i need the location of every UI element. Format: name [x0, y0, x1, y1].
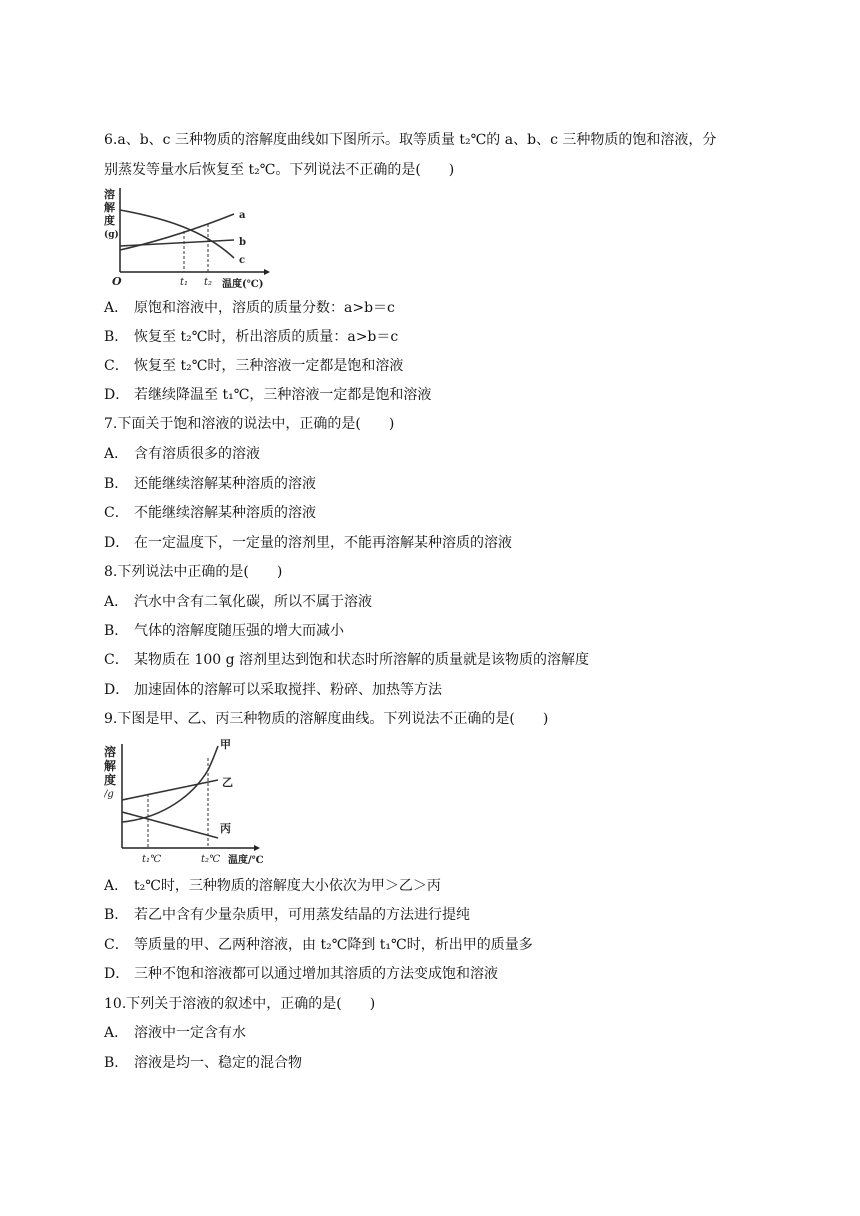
q8-option-a: [104, 592, 372, 612]
q10-stem: 10.下列关于溶液的叙述中，正确的是( ): [104, 996, 376, 1012]
option-text: 三种不饱和溶液都可以通过增加其溶质的方法变成饱和溶液: [134, 966, 498, 982]
option-text: 加速固体的溶解可以采取搅拌、粉碎、加热等方法: [134, 682, 442, 698]
option-letter: B．: [104, 329, 129, 345]
q6-label-b: b: [239, 237, 246, 248]
q7-option-a: [104, 444, 260, 464]
option-letter: A．: [104, 446, 129, 462]
option-text: 若继续降温至 t₁℃，三种溶液一定都是饱和溶液: [134, 387, 432, 403]
option-text: 溶液中一定含有水: [134, 1025, 246, 1041]
q7-option-c: [104, 503, 316, 523]
option-text: 恢复至 t₂℃时，三种溶液一定都是饱和溶液: [134, 358, 404, 374]
q9-option-a: [104, 876, 441, 896]
q6-solubility-figure: [104, 186, 284, 298]
option-text: 不能继续溶解某种溶质的溶液: [134, 505, 316, 521]
option-text: 某物质在 100 g 溶剂里达到饱和状态时所溶解的质量就是该物质的溶解度: [134, 652, 590, 668]
option-text: 原饱和溶液中，溶质的质量分数：a>b＝c: [134, 300, 395, 316]
q8-option-b: [104, 621, 344, 641]
q6-ylabel-4: (g): [104, 230, 119, 240]
option-letter: A．: [104, 594, 129, 610]
q6-stem-line1: 6.a、b、c 三种物质的溶解度曲线如下图所示。取等质量 t₂℃的 a、b、c 三种物质的饱和溶液，分: [104, 132, 717, 148]
q6-ylabel-3: 度: [104, 214, 115, 227]
q9-label-jia: 甲: [220, 738, 231, 751]
option-text: 含有溶质很多的溶液: [134, 446, 260, 462]
q8-stem: 8.下列说法中正确的是( ): [104, 564, 283, 580]
q6-tick-t2: t₂: [204, 277, 213, 288]
q6-option-b: [104, 327, 398, 347]
q6-x-arrow: [264, 269, 270, 275]
q6-option-c: [104, 356, 403, 376]
option-letter: B．: [104, 907, 129, 923]
q9-x-arrow: [254, 845, 260, 851]
q9-tick-t1: t₁℃: [142, 854, 162, 865]
q6-label-c: c: [239, 255, 246, 266]
q6-tick-t1: t₁: [180, 277, 189, 288]
option-letter: A．: [104, 1025, 129, 1041]
option-letter: D．: [104, 535, 130, 551]
option-text: t₂℃时，三种物质的溶解度大小依次为甲＞乙＞丙: [134, 878, 441, 894]
option-letter: B．: [104, 476, 129, 492]
q9-label-yi: 乙: [222, 776, 233, 789]
q6-ylabel-1: 溶: [104, 188, 115, 201]
q6-label-a: a: [239, 210, 246, 221]
q9-solubility-figure: [104, 738, 276, 872]
option-text: 若乙中含有少量杂质甲，可用蒸发结晶的方法进行提纯: [134, 907, 470, 923]
q6-stem-line2: 别蒸发等量水后恢复至 t₂℃。下列说法不正确的是( ): [104, 162, 455, 178]
option-text: 还能继续溶解某种溶质的溶液: [134, 476, 316, 492]
q9-xlabel: 温度/℃: [228, 855, 264, 866]
q9-curve-yi: [122, 780, 218, 800]
option-text: 汽水中含有二氧化碳，所以不属于溶液: [134, 594, 372, 610]
q9-label-bing: 丙: [220, 822, 231, 835]
q9-option-b: [104, 905, 470, 925]
option-letter: C．: [104, 358, 129, 374]
q7-option-d: [104, 533, 512, 553]
option-text: 等质量的甲、乙两种溶液，由 t₂℃降到 t₁℃时，析出甲的质量多: [134, 937, 533, 953]
q10-option-b: [104, 1053, 302, 1073]
q9-option-c: [104, 935, 533, 955]
option-letter: D．: [104, 682, 130, 698]
option-letter: C．: [104, 505, 129, 521]
q10-option-a: [104, 1023, 246, 1043]
option-text: 恢复至 t₂℃时，析出溶质的质量：a>b＝c: [134, 329, 399, 345]
q6-option-a: [104, 298, 395, 318]
q9-curve-bing: [122, 812, 218, 838]
q9-ylabel-3: 度: [104, 773, 117, 787]
q6-figure-svg: [104, 186, 284, 294]
q8-option-c: [104, 650, 589, 670]
q9-ylabel-1: 溶: [104, 745, 117, 759]
option-letter: B．: [104, 1055, 129, 1071]
q7-option-b: [104, 474, 316, 494]
option-text: 气体的溶解度随压强的增大而减小: [134, 623, 344, 639]
option-letter: A．: [104, 878, 129, 894]
q6-xlabel: 温度(℃): [222, 279, 264, 290]
q9-ylabel-2: 解: [104, 759, 117, 773]
q8-option-d: [104, 680, 442, 700]
q6-ylabel-2: 解: [104, 201, 115, 214]
q7-stem: 7.下面关于饱和溶液的说法中，正确的是( ): [104, 416, 395, 432]
q6-origin: O: [112, 275, 122, 288]
option-text: 在一定温度下，一定量的溶剂里，不能再溶解某种溶质的溶液: [134, 535, 512, 551]
option-letter: C．: [104, 652, 129, 668]
q9-tick-t2: t₂℃: [201, 854, 221, 865]
q9-curve-jia: [122, 746, 218, 822]
q6-option-d: [104, 385, 431, 405]
option-letter: A．: [104, 300, 129, 316]
option-letter: D．: [104, 387, 130, 403]
option-letter: B．: [104, 623, 129, 639]
option-letter: D．: [104, 966, 130, 982]
q9-stem: 9.下图是甲、乙、丙三种物质的溶解度曲线。下列说法不正确的是( ): [104, 711, 549, 727]
option-text: 溶液是均一、稳定的混合物: [134, 1055, 302, 1071]
option-letter: C．: [104, 937, 129, 953]
q9-ylabel-4: /g: [104, 789, 114, 800]
q9-option-d: [104, 964, 498, 984]
q9-figure-svg: [104, 738, 276, 868]
